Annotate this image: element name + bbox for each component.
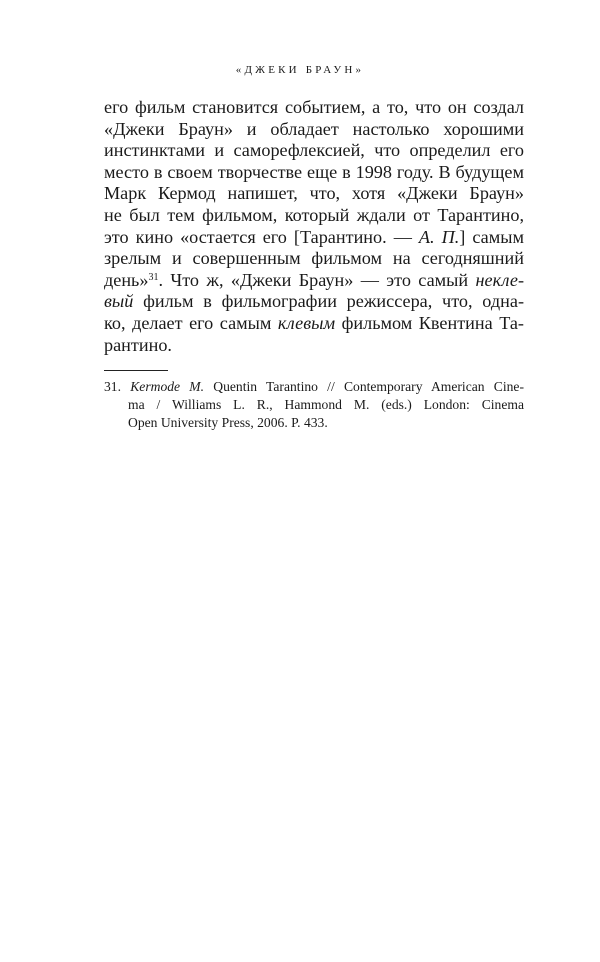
text: Quentin Tarantino // Contemporary American Cine-	[204, 379, 524, 394]
running-header: «ДЖЕКИ БРАУН»	[235, 64, 365, 76]
text: ] самым	[459, 226, 524, 247]
emphasis: клевым	[277, 312, 336, 333]
text: это кино «остается его [Тарантино. —	[104, 226, 419, 247]
footnote-line	[104, 378, 524, 396]
text: ко, делает его самым	[104, 312, 278, 333]
text: . Что ж, «Джеки Браун» — это самый	[158, 269, 476, 290]
emphasis: некле-	[475, 269, 524, 290]
text-line: «Джеки Браун» и обладает настолько хорошими	[104, 118, 524, 139]
text-line	[104, 291, 524, 313]
text-line	[104, 270, 524, 292]
text-line: не был тем фильмом, который ждали от Тарантино,	[104, 204, 524, 225]
footnote-number: 31.	[104, 379, 131, 394]
text-line: инстинктами и саморефлексией, что определил его	[104, 140, 524, 161]
text-line	[104, 227, 524, 249]
footnote-line: Open University Press, 2006. P. 433.	[128, 415, 328, 430]
text-line	[104, 313, 524, 335]
body-text	[104, 97, 524, 356]
footnote-line: ma / Williams L. R., Hammond M. (eds.) London: Cinema	[128, 397, 524, 412]
footnote-ref[interactable]: 31	[148, 271, 159, 283]
text-line: его фильм становится событием, а то, что он создал	[104, 97, 524, 117]
text-line: рантино.	[104, 334, 172, 355]
initials: А. П.	[418, 226, 460, 247]
text-line: Марк Кермод напишет, что, хотя «Джеки Браун»	[104, 183, 524, 204]
text-line: место в своем творчестве еще в 1998 году. В будущем	[104, 161, 524, 182]
footnote-divider	[104, 370, 168, 371]
footnote	[104, 378, 524, 432]
emphasis: вый	[104, 291, 134, 312]
text: фильм в фильмографии режиссера, что, одна-	[133, 291, 524, 312]
text: фильмом Квентина Та-	[335, 312, 524, 333]
text-line: зрелым и совершенным фильмом на сегодняшний	[104, 248, 524, 269]
text: день»	[104, 269, 149, 290]
footnote-author: Kermode M.	[130, 379, 205, 394]
